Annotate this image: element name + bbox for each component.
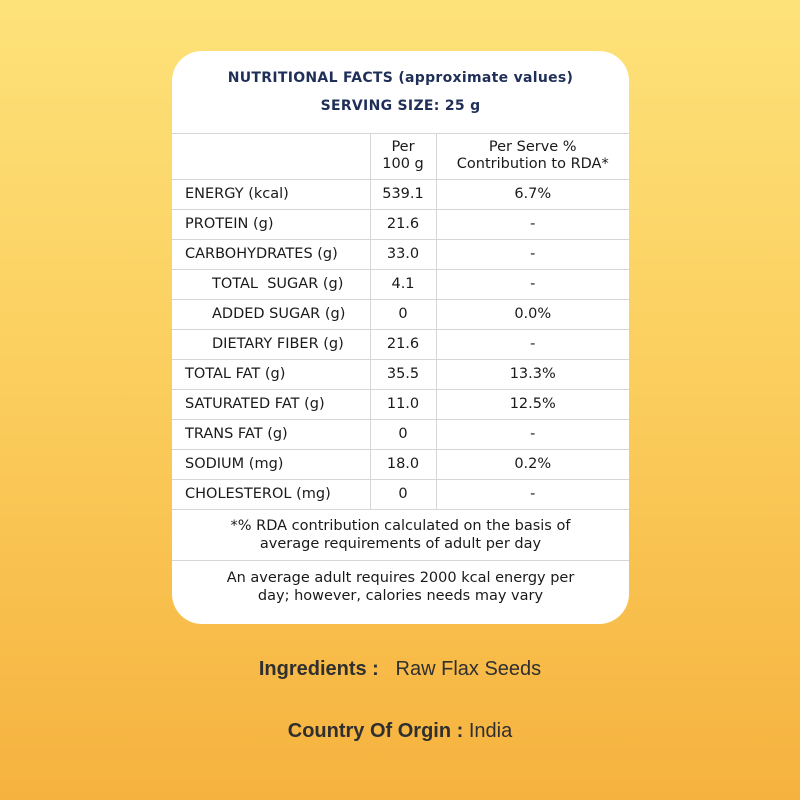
per100-value: 21.6: [370, 209, 436, 239]
serving-size: SERVING SIZE: 25 g: [320, 98, 481, 114]
header-rda-line1: Per Serve %: [488, 139, 577, 156]
per100-value: 0: [370, 299, 436, 329]
nutrient-name: DIETARY FIBER (g): [172, 329, 370, 359]
per100-value: 33.0: [370, 239, 436, 269]
energy-note-line1: An average adult requires 2000 kcal energy per: [226, 569, 575, 586]
nutrient-name: TOTAL FAT (g): [172, 359, 370, 389]
per100-value: 0: [370, 479, 436, 509]
nutrient-name: CARBOHYDRATES (g): [172, 239, 370, 269]
nutrient-name: TRANS FAT (g): [172, 419, 370, 449]
table-row: [172, 299, 629, 329]
nutrient-name: ADDED SUGAR (g): [172, 299, 370, 329]
per100-value: 0: [370, 419, 436, 449]
table-row: [172, 209, 629, 239]
country-line: [0, 720, 800, 743]
nutrient-name: TOTAL SUGAR (g): [172, 269, 370, 299]
energy-note: [172, 561, 629, 613]
ingredients-label: Ingredients :: [258, 658, 379, 680]
rda-value: -: [436, 329, 629, 359]
nutrition-table: [172, 134, 629, 510]
nutrient-name: ENERGY (kcal): [172, 179, 370, 209]
table-row: [172, 389, 629, 419]
nutrient-name: SODIUM (mg): [172, 449, 370, 479]
rda-footnote-line2: average requirements of adult per day: [259, 535, 542, 552]
table-header-row: [172, 134, 629, 179]
rda-footnote: [172, 510, 629, 561]
nutrient-name: PROTEIN (g): [172, 209, 370, 239]
rda-value: 0.2%: [436, 449, 629, 479]
country-value: India: [468, 720, 513, 742]
table-row: [172, 449, 629, 479]
nutrition-facts-card: [172, 51, 629, 624]
per100-value: 11.0: [370, 389, 436, 419]
table-row: [172, 179, 629, 209]
header-rda-line2: Contribution to RDA*: [456, 156, 609, 173]
table-row: [172, 479, 629, 509]
table-row: [172, 419, 629, 449]
energy-note-line2: day; however, calories needs may vary: [257, 587, 544, 604]
header-per100-cell: [370, 134, 436, 179]
rda-footnote-line1: *% RDA contribution calculated on the basis of: [230, 517, 571, 534]
nutrition-title: NUTRITIONAL FACTS (approximate values): [227, 70, 574, 86]
header-per100-line2: 100 g: [382, 156, 424, 173]
rda-value: -: [436, 269, 629, 299]
table-row: [172, 239, 629, 269]
per100-value: 539.1: [370, 179, 436, 209]
rda-value: 6.7%: [436, 179, 629, 209]
rda-value: 0.0%: [436, 299, 629, 329]
nutrition-header: [172, 51, 629, 134]
header-per100-line1: Per: [391, 139, 415, 156]
country-label: Country Of Orgin :: [287, 720, 464, 742]
table-row: [172, 329, 629, 359]
header-rda-cell: [436, 134, 629, 179]
rda-value: -: [436, 209, 629, 239]
nutrient-name: CHOLESTEROL (mg): [172, 479, 370, 509]
per100-value: 4.1: [370, 269, 436, 299]
per100-value: 21.6: [370, 329, 436, 359]
rda-value: 13.3%: [436, 359, 629, 389]
rda-value: -: [436, 239, 629, 269]
rda-value: -: [436, 419, 629, 449]
per100-value: 18.0: [370, 449, 436, 479]
per100-value: 35.5: [370, 359, 436, 389]
table-row: [172, 269, 629, 299]
ingredients-line: [0, 658, 800, 681]
table-row: [172, 359, 629, 389]
rda-value: 12.5%: [436, 389, 629, 419]
rda-value: -: [436, 479, 629, 509]
header-nutrient-cell: [172, 134, 370, 179]
nutrient-name: SATURATED FAT (g): [172, 389, 370, 419]
ingredients-value: Raw Flax Seeds: [395, 658, 542, 680]
